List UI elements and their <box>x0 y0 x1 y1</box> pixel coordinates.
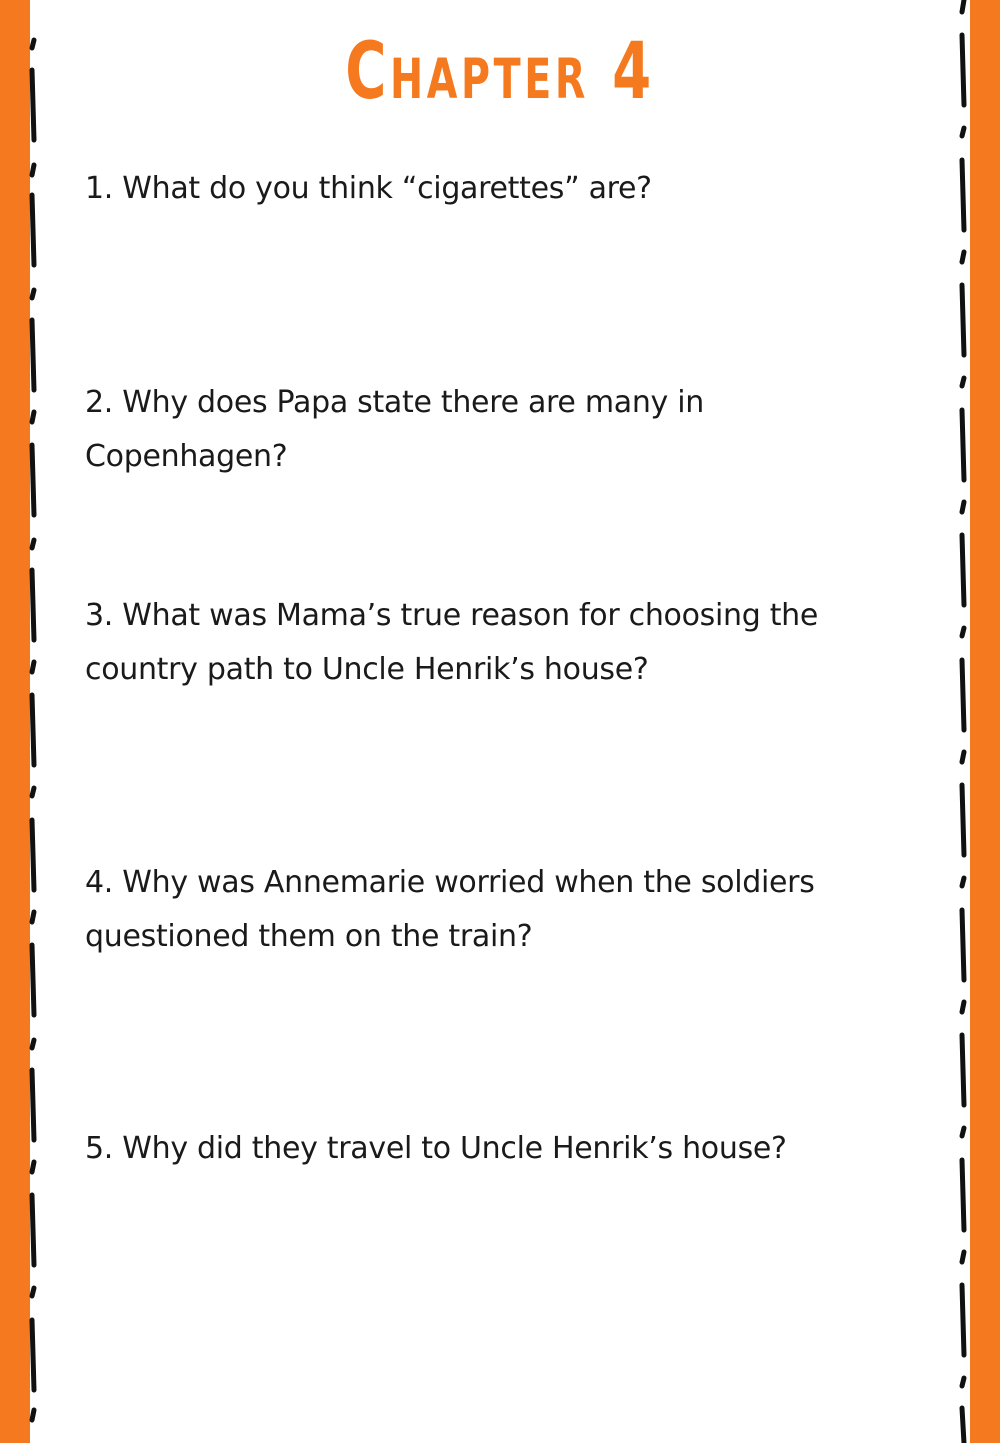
border-dash-segment <box>32 820 34 890</box>
border-dash-segment <box>32 1195 34 1265</box>
border-dash-segment <box>32 195 34 265</box>
border-dash-segment <box>962 1285 964 1355</box>
border-dash-segment <box>962 1160 964 1230</box>
question-4: 4. Why was Annemarie worried when the soldiers questioned them on the train? <box>85 865 815 954</box>
border-dash-segment <box>962 35 964 105</box>
border-dash-segment <box>32 1410 34 1420</box>
left-dashed-line <box>26 0 46 1443</box>
border-dash-segment <box>32 662 34 672</box>
border-dash-segment <box>962 0 964 12</box>
border-dash-segment <box>962 785 964 855</box>
border-dash-segment <box>962 285 964 355</box>
border-dash-segment <box>32 290 34 298</box>
question-1: 1. What do you think “cigarettes” are? <box>85 171 652 206</box>
border-dash-segment <box>32 1070 34 1140</box>
page-title: Chapter 4 <box>345 27 655 117</box>
border-dash-segment <box>32 445 34 515</box>
border-dash-segment <box>962 535 964 605</box>
border-dash-segment <box>32 165 34 175</box>
border-dash-segment <box>32 1162 34 1172</box>
border-dash-segment <box>962 878 964 886</box>
border-dash-segment <box>32 912 34 922</box>
border-dash-segment <box>962 1252 964 1262</box>
border-dash-segment <box>32 1040 34 1048</box>
border-dash-segment <box>32 945 34 1015</box>
border-dash-segment <box>32 1288 34 1296</box>
border-dash-segment <box>962 1002 964 1012</box>
border-dash-segment <box>962 628 964 636</box>
border-dash-segment <box>32 320 34 390</box>
border-dash-segment <box>962 502 964 512</box>
border-dash-segment <box>962 410 964 480</box>
border-dash-segment <box>32 40 34 48</box>
question-5: 5. Why did they travel to Uncle Henrik’s house? <box>85 1131 787 1166</box>
border-dash-segment <box>962 1128 964 1136</box>
border-dash-segment <box>962 1378 964 1386</box>
border-dash-segment <box>32 70 34 140</box>
border-dash-segment <box>962 252 964 262</box>
border-dash-segment <box>32 540 34 548</box>
border-dash-segment <box>32 412 34 422</box>
border-dash-segment <box>32 570 34 640</box>
border-dash-segment <box>962 660 964 730</box>
border-dash-segment <box>962 1408 964 1443</box>
border-dash-segment <box>962 752 964 762</box>
question-3: 3. What was Mama’s true reason for choosing the country path to Uncle Henrik’s house? <box>85 598 819 687</box>
border-dash-segment <box>962 378 964 386</box>
border-dash-segment <box>962 128 964 136</box>
border-dash-segment <box>962 1035 964 1105</box>
border-dash-segment <box>32 695 34 765</box>
right-dashed-line <box>956 0 976 1443</box>
border-dash-segment <box>962 910 964 980</box>
border-dash-segment <box>32 1320 34 1390</box>
question-2: 2. Why does Papa state there are many in Copenhagen? <box>85 385 704 474</box>
border-dash-segment <box>32 788 34 796</box>
border-dash-segment <box>962 160 964 230</box>
